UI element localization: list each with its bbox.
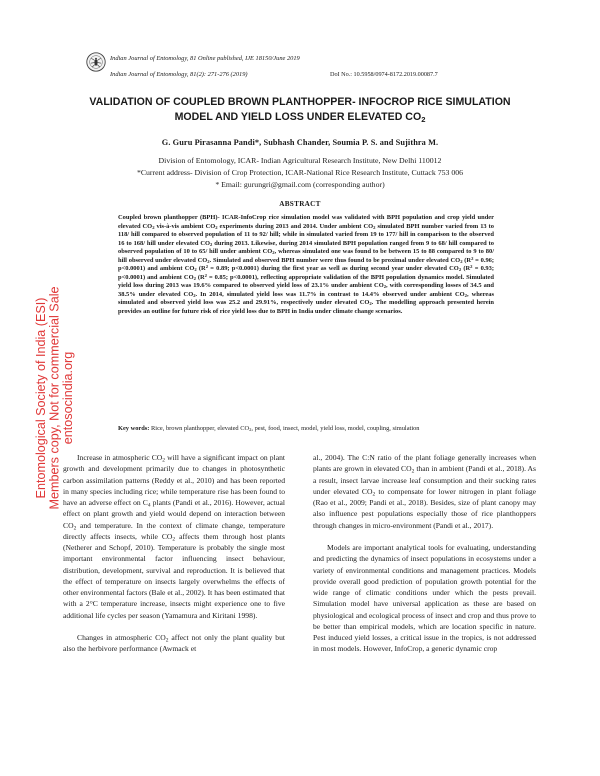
watermark-line-3: entosocindia.org: [61, 351, 75, 445]
keywords-text: Rice, brown planthopper, elevated $CO_2$, pest, food, insect, model, yield loss, model, coupling, simulation: [151, 425, 420, 433]
paper-title: [70, 95, 530, 125]
journal-citation-line: Indian Journal of Entomology, 81 Online published, IJE 18150/June 2019: [110, 55, 300, 62]
society-seal-icon: [86, 52, 106, 72]
affiliation-current: *Current address- Division of Crop Protection, ICAR-National Rice Research Institute, Cuttack 753 006: [136, 168, 464, 177]
doi-number: DoI No.: 10.5958/0974-8172.2019.00087.7: [330, 71, 438, 78]
title-line-1: VALIDATION OF COUPLED BROWN PLANTHOPPER- INFOCROP RICE SIMULATION: [89, 96, 511, 108]
body-paragraph: al., 2004). The C:N ratio of the plant foliage generally increases when plants are grown in elevated $CO_2$ than in ambient (Pandi et al., 2018). As a result, insect larvae increase leaf consumption and their sucking rates under elevated $CO_2$ to compensate for lower nitrogen in plant foliage (Rao et al., 2009; Pandi et al., 2018). Besides, size of plant canopy may also influence pest populations especially those of rice planthoppers through changes in micro-environment (Pandi et al., 2017).: [313, 453, 536, 530]
abstract-body: Coupled brown planthopper (BPH)- ICAR-InfoCrop rice simulation model was validated with BPH population and crop yield under elevated $CO_2$ vis-à-vis ambient $CO_2$ experiments during 2013 and 2014. Under ambient $CO_2$ simulated BPH number varied from 13 to 118/ hill compared to observed population of 11 to 92/ hill; while in simulated varied from 19 to 177/ hill in comparison to the observed 16 to 168/ hill under elevated $CO_2$ during 2013. Likewise, during 2014 simulated BPH population ranged from 9 to 68/ hill compared to observed population of 10 to 65/ hill under ambient $CO_2$, whereas simulated one was found to be between 15 to 88 compared to 9 to 80/ hill observed under elevated $CO_2$. Simulated and observed BPH number were thus found to be proximal under elevated $CO_2$ ($R^2 = 0.96$; p<0.0001) and ambient $CO_2$ ($R^2 = 0.89$; p<0.0001) during the first year as well as during second year under elevated $CO_2$ ($R^2 = 0.93$; p<0.0001) and ambient $CO_2$ ($R^2 = 0.85$; p<0.0001), reflecting appropriate validation of the BPH population dynamics model. Simulated yield loss during 2013 was 19.6% compared to observed yield loss of 23.1% under ambient $CO_2$, with corresponding losses of 34.5 and 38.5% under elevated $CO_2$. In 2014, simulated yield loss was 11.7% in contrast to 14.4% observed under ambient $CO_2$, whereas simulated and observed yield loss was 25.2 and 29.91%, respectively under elevated $CO_2$. The modelling approach presented herein provides an outline for future risk of rice yield loss due to BPH in India under climate change scenarios.: [118, 214, 495, 316]
copyright-watermark: [34, 248, 78, 548]
body-column-left: [63, 452, 285, 666]
body-paragraph: Increase in atmospheric $CO_2$ will have a significant impact on plant growth and development primarily due to changes in photosynthetic carbon assimilation patterns (Reddy et al., 2010) and has been reported in many species including rice; while temperature rise has been found to have an adverse effect on $C_4$ plants (Pandi et al., 2016). However, actual effect on plant growth and yield would depend on interaction between $CO_2$ and temperature. In the context of climate change, temperature directly affects insects, while $CO_2$ affects them through host plants (Netherer and Schopf, 2010). Temperature is probably the single most important environmental factor influencing insect behaviour, distribution, development, survival and reproduction. It is believed that the effect of temperature on insects largely overwhelms the effects of other environmental factors (Bale et al., 2002). It has been estimated that with a 2°C temperature increase, insects might experience one to five additional life cycles per season (Yamamura and Kiritani 1998).: [63, 453, 285, 620]
journal-volume-line: Indian Journal of Entomology, 81(2): 271-276 (2019): [110, 71, 248, 78]
keywords-label: Key words:: [118, 425, 150, 432]
body-paragraph: Models are important analytical tools for evaluating, understanding and predicting the dynamics of insect populations in ecosystems under a variety of environmental conditions and management practices. Models provide overall good prediction of population growth potential for the wide range of climatic conditions under which the pests prevail. Simulation model have universal application as these are based on physiological and ecological process of insect and crop and thus prove to be better than empirical models, which are location specific in nature. Pest induced yield losses, a critical issue in the tropics, is not addressed in most models. However, InfoCrop, a generic dynamic crop: [313, 543, 536, 654]
affiliation-primary: Division of Entomology, ICAR- Indian Agricultural Research Institute, New Delhi 110012: [158, 156, 442, 165]
title-line-2: [70, 110, 530, 125]
corresponding-email: * Email: gurungri@gmail.com (corresponding author): [215, 180, 385, 189]
abstract-heading: ABSTRACT: [279, 200, 321, 208]
title-line-2-text: MODEL AND YIELD LOSS UNDER ELEVATED CO: [174, 111, 422, 123]
title-subscript: 2: [421, 114, 426, 124]
watermark-line-2: Members copy, Not for commercial Sale: [47, 286, 62, 510]
body-column-right: [313, 452, 536, 666]
watermark-line-1: Entomological Society of India (ESI): [34, 297, 48, 499]
author-list: G. Guru Pirasanna Pandi*, Subhash Chander, Soumia P. S. and Sujithra M.: [161, 138, 439, 147]
body-paragraph: Changes in atmospheric $CO_2$ affect not only the plant quality but also the herbivore performance (Awmack et: [63, 633, 285, 654]
keywords: [118, 425, 494, 434]
